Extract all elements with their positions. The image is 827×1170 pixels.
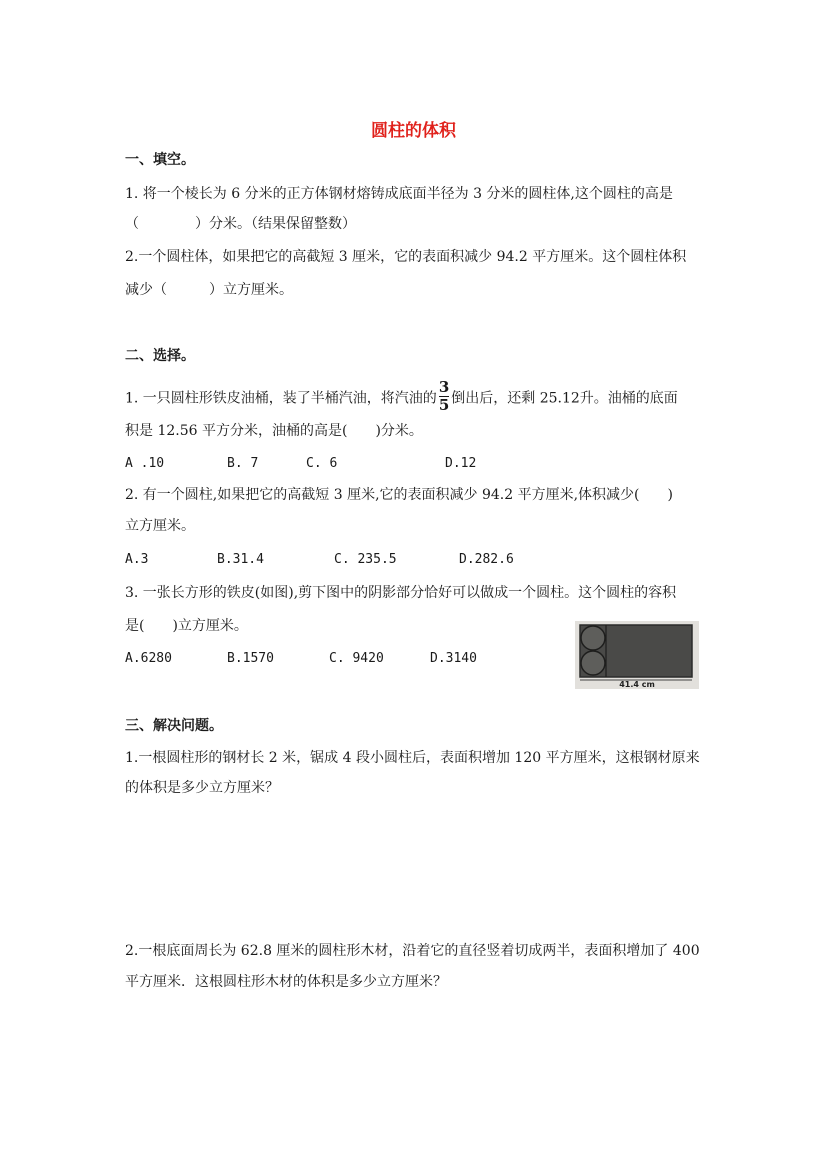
choice-q1-option-c: C. 6 [306,456,338,471]
problem-q2-line1: 2.一根底面周长为 62.8 厘米的圆柱形木材，沿着它的直径竖着切成两半，表面积增加了 400 [125,943,700,959]
choice-q3-option-b: B.1570 [227,651,274,666]
choice-q1-line1 [125,378,678,415]
problem-q1-line2: 的体积是多少立方厘米？ [125,780,279,796]
fill-q2-line1: 2.一个圆柱体，如果把它的高截短 3 厘米，它的表面积减少 94.2 平方厘米。这个圆柱体积 [125,249,687,265]
choice-q1-option-d: D.12 [445,456,477,471]
fraction-denominator: 5 [438,396,450,414]
iron-sheet-figure [575,621,699,689]
section-heading-choice: 二、选择。 [125,348,195,364]
page-title: 圆柱的体积 [371,121,456,141]
fraction-three-fifths [439,380,449,413]
choice-q3-option-d: D.3140 [430,651,477,666]
circle-bottom [581,651,605,675]
choice-q3-option-c: C. 9420 [329,651,384,666]
choice-q2-option-c: C. 235.5 [334,552,397,567]
choice-q2-line2: 立方厘米。 [125,518,195,534]
fill-q1-line1: 1. 将一个棱长为 6 分米的正方体钢材熔铸成底面半径为 3 分米的圆柱体,这个圆柱的高是 [125,186,673,202]
circle-top [581,626,605,650]
choice-q3-line1: 3. 一张长方形的铁皮(如图),剪下图中的阴影部分恰好可以做成一个圆柱。这个圆柱的容积 [125,585,677,601]
section-heading-fill-blank: 一、填空。 [125,152,195,168]
choice-q2-option-d: D.282.6 [459,552,514,567]
problem-q2-line2: 平方厘米．这根圆柱形木材的体积是多少立方厘米？ [125,974,447,990]
fill-q2-line2: 减少（ ）立方厘米。 [125,282,293,298]
section-heading-problems: 三、解决问题。 [125,718,223,734]
choice-q1-option-b: B. 7 [227,456,259,471]
choice-q3-option-a: A.6280 [125,651,172,666]
choice-q1-text-a: 1. 一只圆柱形铁皮油桶，装了半桶汽油，将汽油的 [125,390,437,407]
choice-q1-text-b: 倒出后，还剩 25.12升。油桶的底面 [451,390,678,407]
problem-q1-line1: 1.一根圆柱形的钢材长 2 米，锯成 4 段小圆柱后，表面积增加 120 平方厘米，这根钢材原来 [125,750,700,766]
choice-q1-option-a: A .10 [125,456,165,471]
choice-q2-option-b: B.31.4 [217,552,264,567]
fraction-numerator: 3 [438,378,450,396]
choice-q3-line2: 是( )立方厘米。 [125,618,248,634]
fill-q1-line2: （ ）分米。（结果保留整数） [125,216,356,232]
choice-q2-line1: 2. 有一个圆柱,如果把它的高截短 3 厘米,它的表面积减少 94.2 平方厘米,体积减少( ) [125,487,673,503]
figure-label: 41.4 cm [619,680,655,689]
choice-q1-line2: 积是 12.56 平方分米，油桶的高是( )分米。 [125,423,423,439]
choice-q2-option-a: A.3 [125,552,149,567]
